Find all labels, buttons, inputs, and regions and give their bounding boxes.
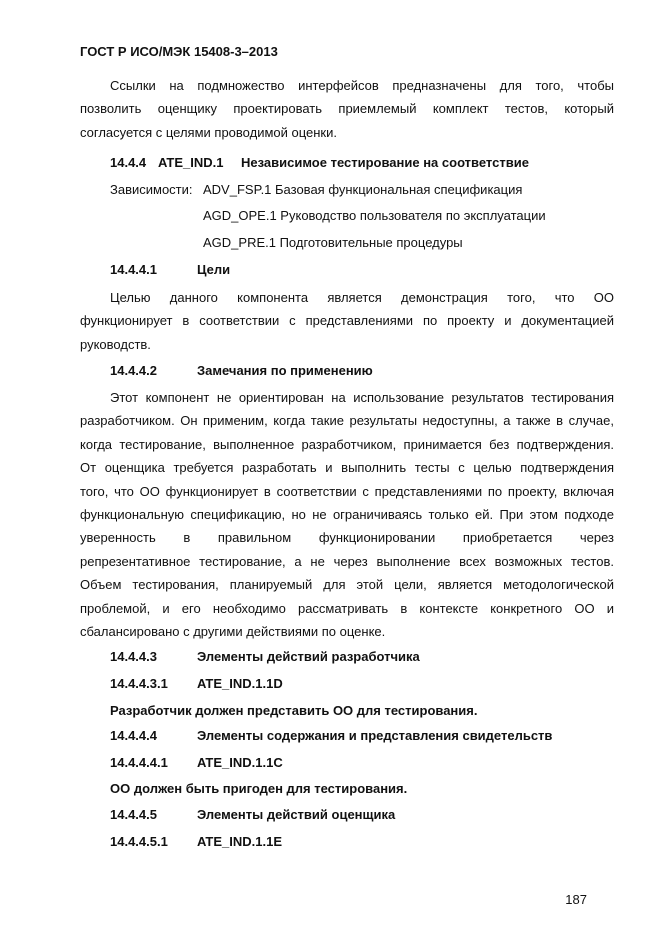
subsection-title: Замечания по применению [197, 363, 373, 378]
dependency-item: AGD_PRE.1 Подготовительные процедуры [203, 235, 463, 250]
element-number: 14.4.4.3.1 [110, 676, 168, 691]
section-number: 14.4.4 [110, 155, 147, 170]
intro-paragraph [80, 74, 614, 144]
notes-line: репрезентативное тестирование, а не через выполнение всех возможных тестов. [80, 553, 614, 569]
notes-line: сбалансировано с другими действиями по оценке. [80, 624, 386, 640]
objectives-paragraph [80, 286, 614, 356]
subsection-title: Элементы действий оценщика [197, 807, 396, 822]
section-title: Независимое тестирование на соответствие [241, 155, 529, 170]
element-id: ATE_IND.1.1D [197, 676, 283, 691]
subsection-title: Элементы содержания и представления свидетельств [197, 728, 553, 743]
element-id: ATE_IND.1.1E [197, 834, 283, 849]
element-number: 14.4.4.5.1 [110, 834, 168, 849]
notes-line: разработчиком. Он применим, когда такие результаты недоступны, а также в случае, [80, 413, 614, 429]
subsection-title: Цели [197, 262, 231, 277]
notes-line: Этот компонент не ориентирован на использование результатов тестирования [110, 390, 614, 405]
intro-line: Ссылки на подмножество интерфейсов предназначены для того, чтобы [110, 78, 614, 93]
notes-line: От оценщика требуется разработать и выполнить тесты с целью подтверждения [80, 460, 614, 476]
intro-line: позволить оценщику проектировать приемлемый комплект тестов, который [80, 101, 614, 117]
notes-line: того, что ОО функционирует в соответствии с представлениями по проекту, включая [80, 483, 614, 499]
notes-line: функциональную спецификацию, но не ограничиваясь только ей. При этом подходе [80, 507, 614, 523]
notes-line: Объем тестирования, планируемый для этой цели, является методологической [80, 577, 614, 593]
subsection-number: 14.4.4.3 [110, 649, 157, 664]
element-text: Разработчик должен представить ОО для тестирования. [110, 703, 478, 718]
subsection-number: 14.4.4.1 [110, 262, 157, 277]
subsection-number: 14.4.4.4 [110, 728, 157, 743]
element-number: 14.4.4.4.1 [110, 755, 168, 770]
page-number: 187 [565, 892, 587, 907]
objectives-line: Целью данного компонента является демонстрация того, что ОО [110, 290, 614, 305]
dependencies-label: Зависимости: [110, 182, 193, 197]
subsection-number: 14.4.4.5 [110, 807, 157, 822]
notes-line: когда тестирование, выполненное разработчиком, принимается без подтверждения. [80, 436, 614, 452]
dependency-item: ADV_FSP.1 Базовая функциональная спецификация [203, 182, 523, 197]
element-id: ATE_IND.1.1C [197, 755, 283, 770]
document-header: ГОСТ Р ИСО/МЭК 15408-3–2013 [80, 44, 278, 59]
objectives-line: руководств. [80, 336, 151, 352]
notes-paragraph [80, 386, 614, 643]
subsection-number: 14.4.4.2 [110, 363, 157, 378]
objectives-line: функционирует в соответствии с представлениями по проекту и документацией [80, 313, 614, 329]
section-code: ATE_IND.1 [158, 155, 224, 170]
notes-line: уверенность в правильном функционировании приобретается через [80, 530, 614, 546]
subsection-title: Элементы действий разработчика [197, 649, 420, 664]
notes-line: проблемой, и его необходимо рассматривать в контексте конкретного ОО и [80, 600, 614, 616]
element-text: ОО должен быть пригоден для тестирования. [110, 781, 408, 796]
intro-line: согласуется с целями проводимой оценки. [80, 124, 337, 140]
dependency-item: AGD_OPE.1 Руководство пользователя по эксплуатации [203, 208, 546, 223]
